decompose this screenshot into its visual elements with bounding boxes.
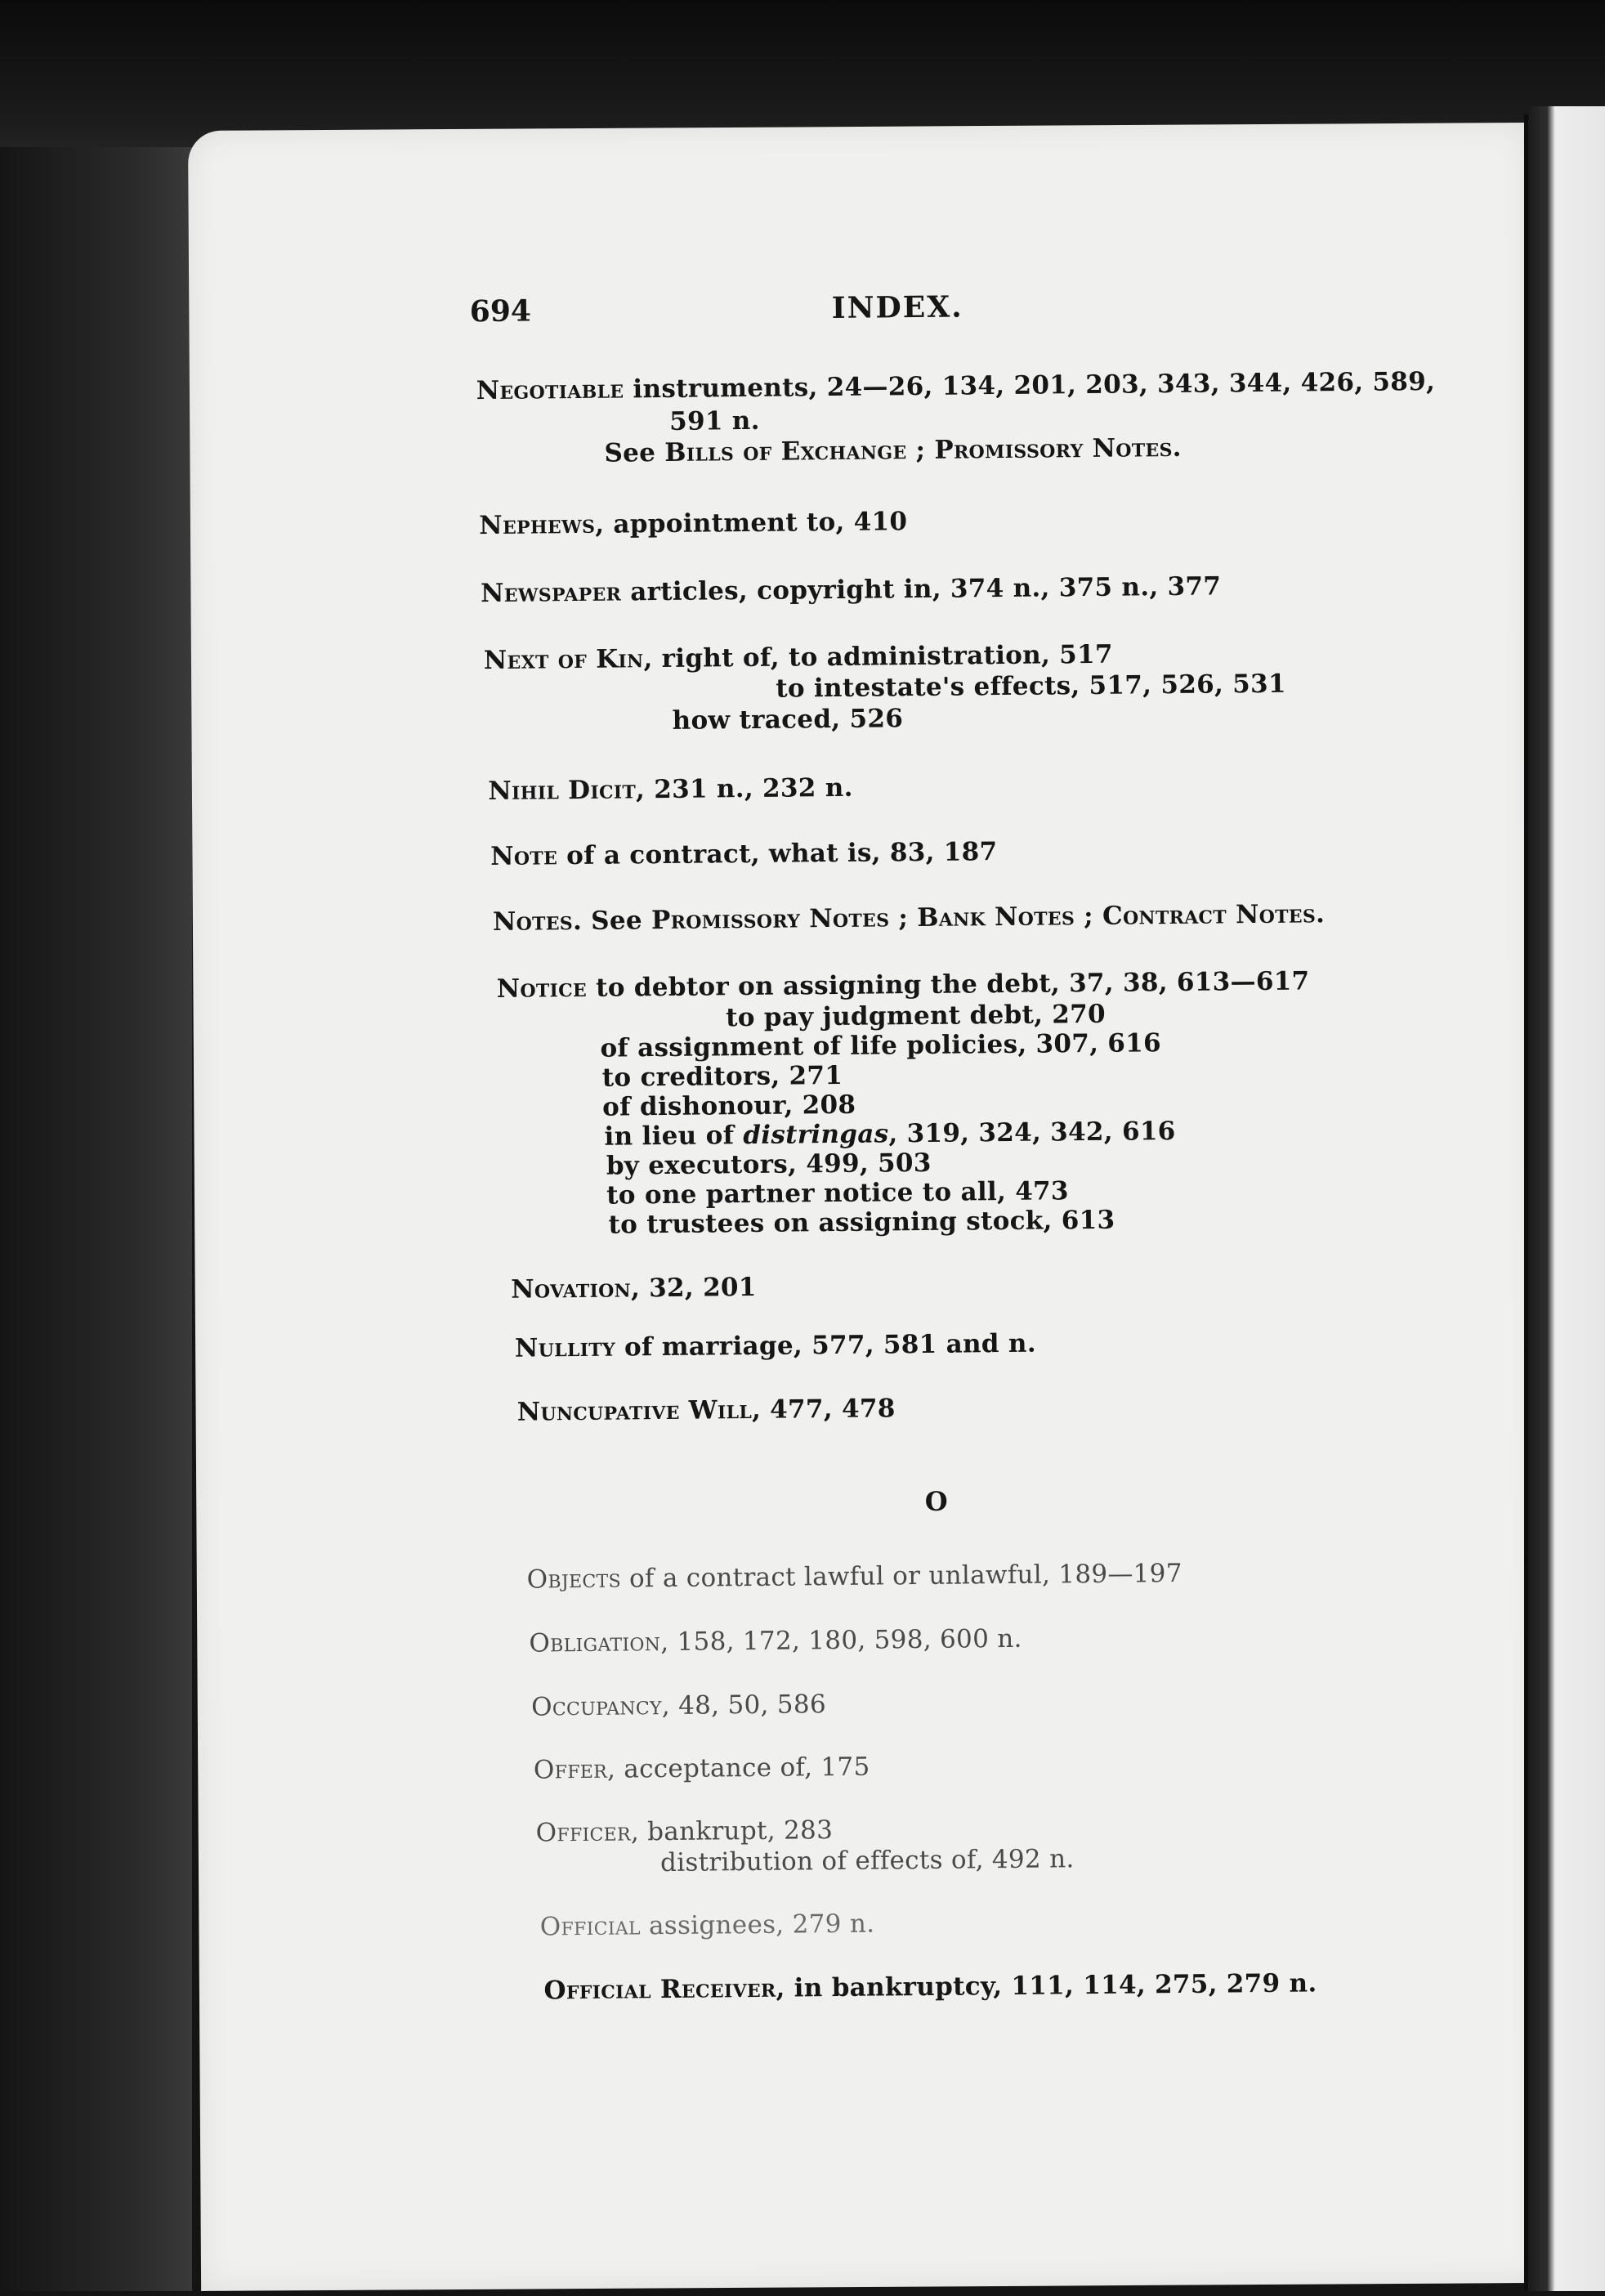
- entry-text: how traced, 526: [672, 704, 904, 736]
- entry-text: , 231 n., 232 n.: [635, 772, 853, 805]
- entry-text: , appointment to, 410: [595, 507, 908, 539]
- index-entry-official: [540, 1909, 875, 1942]
- entry-text: to pay judgment debt, 270: [725, 999, 1107, 1033]
- cross-ref-bills-of-exchange: Bills of Exchange: [664, 436, 907, 468]
- cross-ref-promissory-notes: Promissory Notes.: [934, 432, 1182, 465]
- entry-head: Note: [490, 841, 558, 872]
- entry-text: , 158, 172, 180, 598, 600 n.: [660, 1623, 1022, 1658]
- index-entry-nullity: [515, 1329, 1036, 1363]
- entry-head: Obligation: [529, 1627, 661, 1658]
- entry-text: to one partner notice to all, 473: [606, 1176, 1070, 1211]
- entry-head: Nullity: [514, 1332, 616, 1363]
- index-subline: [606, 1148, 932, 1181]
- index-subline: [602, 1061, 843, 1093]
- index-subline: [669, 406, 760, 436]
- index-subline: [600, 1028, 1161, 1063]
- cross-reference: [604, 433, 1182, 468]
- index-entry-offer: [534, 1752, 870, 1785]
- index-entry-obligation: [529, 1624, 1022, 1658]
- entry-text: , right of, to administration, 517: [643, 639, 1114, 674]
- entry-text: in lieu of: [604, 1121, 744, 1152]
- entry-text: articles, copyright in, 374 n., 375 n., 377: [620, 571, 1222, 607]
- index-subline: [604, 1117, 1175, 1152]
- index-entry-nihil-dicit: [488, 773, 853, 806]
- entry-text: , 319, 324, 342, 616: [888, 1116, 1176, 1149]
- index-subline: [606, 1176, 1069, 1210]
- index-entry-nephews: [479, 507, 907, 540]
- see-label: See: [604, 437, 665, 468]
- entry-text: , 477, 478: [751, 1394, 896, 1425]
- entry-head: Next of Kin: [483, 644, 644, 676]
- entry-text: to trustees on assigning stock, 613: [608, 1205, 1115, 1240]
- separator: ;: [889, 903, 918, 933]
- entry-text: to creditors, 271: [601, 1060, 843, 1093]
- entry-text: , acceptance of, 175: [606, 1752, 870, 1784]
- cross-ref-bank-notes: Bank Notes: [917, 902, 1075, 933]
- entry-text: , 32, 201: [630, 1272, 757, 1304]
- entry-text: of assignment of life policies, 307, 616: [600, 1028, 1162, 1063]
- entry-text: , 48, 50, 586: [661, 1690, 827, 1721]
- entry-head: Newspaper: [480, 577, 622, 609]
- entry-head: Nuncupative Will: [516, 1394, 753, 1427]
- entry-head: Novation: [511, 1273, 632, 1305]
- entry-text: by executors, 499, 503: [606, 1148, 932, 1181]
- index-entry-notice: [497, 966, 1310, 1004]
- index-subline: [602, 1090, 856, 1122]
- entry-text: to debtor on assigning the debt, 37, 38, 613—617: [586, 966, 1310, 1003]
- index-subline: [608, 1206, 1115, 1240]
- index-entry-official-receiver: [543, 1968, 1317, 2005]
- entry-text: , bankrupt, 283: [630, 1815, 834, 1847]
- entry-head: Objects: [526, 1564, 622, 1595]
- entry-head: Nihil Dicit: [488, 775, 637, 807]
- index-entry-note: [490, 837, 998, 871]
- entry-text: distribution of effects of, 492 n.: [659, 1844, 1075, 1878]
- entry-text: to intestate's effects, 517, 526, 531: [776, 669, 1286, 704]
- entry-head: Official Receiver: [543, 1973, 776, 2006]
- index-subline: [776, 669, 1286, 704]
- entry-text: instruments, 24—26, 134, 201, 203, 343, 344, 426, 589,: [624, 366, 1436, 405]
- entry-head: Official: [539, 1911, 642, 1942]
- index-entry-newspaper: [481, 571, 1221, 608]
- entry-head: Nephews: [479, 509, 596, 541]
- entry-head: Officer: [535, 1817, 632, 1848]
- index-entry-negotiable: [476, 367, 1436, 405]
- index-entry-occupancy: [531, 1690, 826, 1721]
- separator: ;: [906, 435, 935, 466]
- index-entry-novation: [511, 1273, 757, 1305]
- separator: ;: [1074, 901, 1103, 932]
- entry-text: of dishonour, 208: [601, 1090, 856, 1122]
- index-entry-nuncupative-will: [517, 1394, 896, 1426]
- index-entry-next-of-kin: [484, 640, 1113, 675]
- page-number: 694: [469, 293, 532, 329]
- index-entry-officer: [536, 1815, 834, 1847]
- entry-head: Negotiable: [476, 374, 624, 406]
- entry-text: of a contract lawful or unlawful, 189—197: [620, 1558, 1183, 1594]
- index-subline: [672, 704, 903, 736]
- index-subline: [660, 1844, 1075, 1878]
- entry-head: Notes.: [492, 906, 583, 938]
- see-label: See: [581, 906, 652, 936]
- entry-head: Offer: [533, 1754, 608, 1785]
- section-letter-o: O: [924, 1485, 948, 1517]
- index-subline: [726, 1000, 1106, 1032]
- cross-ref-contract-notes: Contract Notes.: [1102, 899, 1326, 931]
- index-entry-notes: [493, 899, 1326, 937]
- entry-text: 591 n.: [668, 405, 760, 436]
- entry-text: assignees, 279 n.: [640, 1909, 875, 1941]
- entry-text: of a contract, what is, 83, 187: [557, 837, 998, 871]
- entry-italic-term: distringas: [743, 1119, 889, 1151]
- entry-head: Notice: [496, 973, 588, 1004]
- entry-text: of marriage, 577, 581 and n.: [615, 1328, 1037, 1363]
- entry-head: Occupancy: [531, 1691, 662, 1722]
- index-entry-objects: [527, 1559, 1183, 1595]
- page-title: INDEX.: [831, 289, 963, 325]
- cross-ref-promissory-notes: Promissory Notes: [650, 903, 890, 936]
- entry-text: , in bankruptcy, 111, 114, 275, 279 n.: [776, 1968, 1317, 2003]
